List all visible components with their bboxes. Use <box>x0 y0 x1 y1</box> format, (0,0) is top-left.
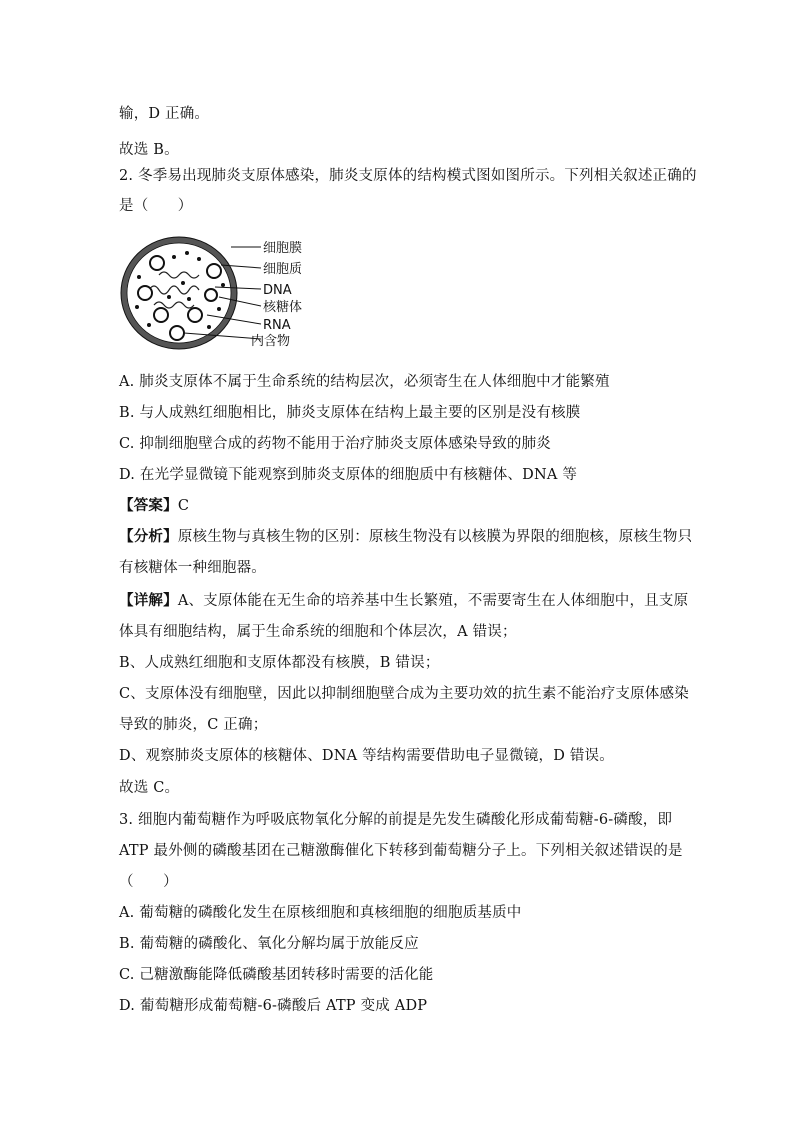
detail-text: B、人成熟红细胞和支原体都没有核膜，B 错误； <box>119 655 440 671</box>
answer-line <box>119 496 189 516</box>
figure-label: 细胞质 <box>263 262 303 277</box>
figure-label: 细胞膜 <box>263 241 303 256</box>
option-d: D. 葡萄糖形成葡萄糖-6-磷酸后 ATP 变成 ADP <box>119 998 428 1014</box>
detail-text: 导致的肺炎，C 正确； <box>119 717 268 733</box>
mycoplasma-structure-figure <box>119 235 319 355</box>
question-2-stem: 2. 冬季易出现肺炎支原体感染，肺炎支原体的结构模式图如图所示。下列相关叙述正确的 <box>119 168 697 184</box>
figure-label: 核糖体 <box>263 300 303 315</box>
figure-label: 内含物 <box>251 334 291 349</box>
figure-label: RNA <box>263 318 291 333</box>
answer-value: C <box>177 498 190 514</box>
option-d: D. 在光学显微镜下能观察到肺炎支原体的细胞质中有核糖体、DNA 等 <box>119 467 578 483</box>
question-3-stem: （ ） <box>119 874 178 890</box>
detail-line <box>119 591 688 611</box>
detail-text: C、支原体没有细胞壁，因此以抑制细胞壁合成为主要功效的抗生素不能治疗支原体感染 <box>119 686 689 702</box>
text-line: 故选 B。 <box>119 142 179 158</box>
figure-label: DNA <box>263 283 292 298</box>
option-a: A. 肺炎支原体不属于生命系统的结构层次，必须寄生在人体细胞中才能繁殖 <box>119 374 610 390</box>
text-line: 输，D 正确。 <box>119 106 210 122</box>
option-a: A. 葡萄糖的磷酸化发生在原核细胞和真核细胞的细胞质基质中 <box>119 905 522 921</box>
choose-line: 故选 C。 <box>119 780 180 796</box>
analysis-tag: 【分析】 <box>119 528 178 545</box>
analysis-text: 有核糖体一种细胞器。 <box>119 560 266 576</box>
question-2-stem: 是（ ） <box>119 198 193 214</box>
analysis-text: 原核生物与真核生物的区别：原核生物没有以核膜为界限的细胞核，原核生物只 <box>177 529 693 545</box>
question-3-stem: ATP 最外侧的磷酸基团在己糖激酶催化下转移到葡萄糖分子上。下列相关叙述错误的是 <box>119 843 683 859</box>
detail-text: 体具有细胞结构，属于生命系统的细胞和个体层次，A 错误； <box>119 624 517 640</box>
option-c: C. 己糖激酶能降低磷酸基团转移时需要的活化能 <box>119 967 434 983</box>
question-3-stem: 3. 细胞内葡萄糖作为呼吸底物氧化分解的前提是先发生磷酸化形成葡萄糖-6-磷酸，即 <box>119 812 673 828</box>
detail-text: A、支原体能在无生命的培养基中生长繁殖，不需要寄生在人体细胞中，且支原 <box>177 593 689 609</box>
option-b: B. 葡萄糖的磷酸化、氧化分解均属于放能反应 <box>119 936 419 952</box>
detail-text: D、观察肺炎支原体的核糖体、DNA 等结构需要借助电子显微镜，D 错误。 <box>119 748 614 764</box>
detail-tag: 【详解】 <box>119 592 178 609</box>
option-b: B. 与人成熟红细胞相比，肺炎支原体在结构上最主要的区别是没有核膜 <box>119 405 581 421</box>
analysis-line <box>119 527 692 547</box>
option-c: C. 抑制细胞壁合成的药物不能用于治疗肺炎支原体感染导致的肺炎 <box>119 436 551 452</box>
answer-tag: 【答案】 <box>119 497 178 514</box>
